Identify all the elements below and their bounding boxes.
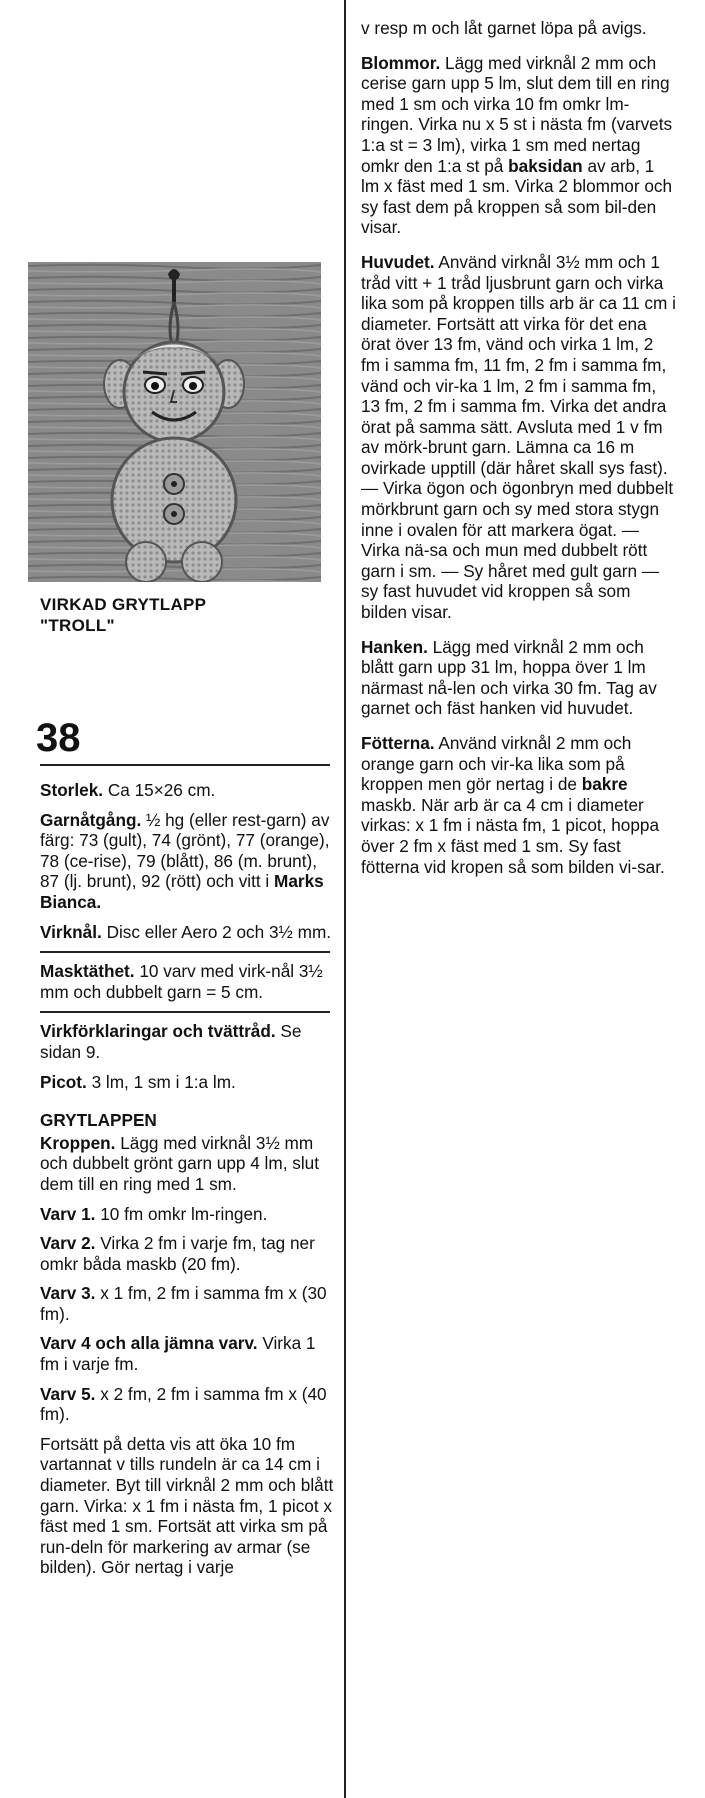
flowers-paragraph	[361, 53, 677, 238]
explanations-text: Se sidan 9.	[40, 1021, 302, 1062]
head-paragraph	[361, 252, 677, 623]
left-column-text	[40, 764, 336, 1587]
continued-paragraph: v resp m och låt garnet löpa på avigs.	[361, 18, 647, 38]
feet-text: Använd virknål 2 mm och orange garn och vir-ka lika som på kroppen men gör nertag i de	[361, 733, 632, 795]
hanger-heading: Hanken.	[361, 636, 428, 657]
picot-heading: Picot.	[40, 1071, 87, 1092]
round-1-text: 10 fm omkr lm-ringen.	[100, 1203, 268, 1224]
wood-background-illustration	[28, 262, 321, 582]
continue-paragraph: Fortsätt på detta vis att öka 10 fm vartannat v tills rundeln är ca 14 cm i diameter. Byt till virknål 2 mm och blått garn. Virka: x 1 fm i nästa fm, 1 picot x fäst med 1 sm. Fortsät att virka sm på run-deln för markering av armar (se bilden). Gör nertag i varje	[40, 1433, 334, 1578]
round-1-paragraph	[40, 1204, 336, 1225]
body-heading: Kroppen.	[40, 1132, 116, 1153]
round-5-text: x 2 fm, 2 fm i samma fm x (40 fm).	[40, 1383, 327, 1425]
body-paragraph	[40, 1133, 336, 1195]
size-paragraph	[40, 780, 336, 801]
round-4-paragraph	[40, 1333, 336, 1374]
flowers-heading: Blommor.	[361, 52, 441, 73]
picot-text: 3 lm, 1 sm i 1:a lm.	[91, 1071, 236, 1092]
round-5-heading: Varv 5.	[40, 1383, 96, 1404]
yarn-paragraph	[40, 810, 336, 913]
round-3-heading: Varv 3.	[40, 1283, 96, 1304]
caption-line-2: "TROLL"	[40, 616, 115, 635]
picot-paragraph	[40, 1072, 336, 1093]
explanations-paragraph	[40, 1021, 336, 1062]
feet-bold: bakre	[581, 774, 628, 795]
size-text: Ca 15×26 cm.	[107, 780, 216, 800]
caption-line-1: VIRKAD GRYTLAPP	[40, 595, 207, 614]
hook-paragraph	[40, 922, 336, 943]
yarn-text: ½ hg (eller rest-garn) av färg: 73 (gult), 74 (grönt), 77 (orange), 78 (ce-rise), 79 (blått), 86 (m. brunt), 87 (lj. brunt), 92 (rött) och vitt i	[40, 809, 330, 892]
head-text: Använd virknål 3½ mm och 1 tråd vitt + 1 tråd ljusbrunt garn och virka lika som på kroppen tills arb är ca 11 cm i diameter. Fortsätt att virka för det ena örat över 13 fm, vänd och virka 1 lm, 2 fm i samma fm, 11 fm, 2 fm i samma fm, vänd och vir-ka 1 lm, 2 fm i samma fm, 13 fm, 2 fm i samma fm. Virka det andra örat på samma sätt. Avsluta med 1 v fm av mörk-brunt garn. Lämna ca 16 m ovirkade upptill (där håret skall sys fast). — Virka ögon och ögonbryn med dubbelt mörkbrunt garn och sy med stora stygn inne i ovalen för att markera ögat. — Virka nä-sa och mun med dubbelt rött garn i sm. — Sy håret med gult garn — sy fast huvudet vid kroppen så som bilden visar.	[361, 251, 676, 623]
explanations-heading: Virkförklaringar och tvättråd.	[40, 1021, 276, 1042]
hook-heading: Virknål.	[40, 921, 102, 942]
round-2-heading: Varv 2.	[40, 1233, 96, 1254]
pattern-number: 38	[36, 716, 81, 760]
hanger-paragraph	[361, 637, 677, 719]
size-heading: Storlek.	[40, 780, 104, 800]
divider	[40, 951, 330, 953]
body-text: Lägg med virknål 3½ mm och dubbelt grönt garn upp 4 lm, slut dem till en ring med 1 sm.	[40, 1132, 319, 1194]
round-3-paragraph	[40, 1283, 336, 1324]
divider	[40, 1011, 330, 1013]
feet-tail: maskb. När arb är ca 4 cm i diameter virkas: x 1 fm i nästa fm, 1 picot, hoppa över 2 fm x fäst med 1 sm. Sy fast fötterna vid kropen så som bilden vi-sar.	[361, 794, 665, 877]
round-2-text: Virka 2 fm i varje fm, tag ner omkr båda maskb (20 fm).	[40, 1233, 315, 1274]
column-divider	[344, 0, 346, 1798]
round-4-text: Virka 1 fm i varje fm.	[40, 1333, 316, 1375]
flowers-text: Lägg med virknål 2 mm och cerise garn upp 5 lm, slut dem till en ring med 1 sm och virka 10 fm omkr lm-ringen. Virka nu x 5 st i nästa fm (varvets 1:a st = 3 lm), virka 1 sm med nertag omkr den 1:a st på	[361, 52, 673, 176]
hanger-text: Lägg med virknål 2 mm och blått garn upp 31 lm, hoppa över 1 lm närmast nå-len och virka 30 fm. Tag av garnet och fäst hanken vid huvudet.	[361, 636, 657, 719]
round-3-text: x 1 fm, 2 fm i samma fm x (30 fm).	[40, 1283, 327, 1324]
gauge-heading: Masktäthet.	[40, 961, 135, 982]
flowers-bold: baksidan	[508, 155, 583, 176]
gauge-text: 10 varv med virk-nål 3½ mm och dubbelt garn = 5 cm.	[40, 961, 323, 1002]
hook-text: Disc eller Aero 2 och 3½ mm.	[106, 921, 332, 942]
head-heading: Huvudet.	[361, 251, 435, 272]
round-5-paragraph	[40, 1384, 336, 1425]
round-1-heading: Varv 1.	[40, 1203, 96, 1224]
feet-heading: Fötterna.	[361, 733, 435, 753]
flowers-tail: av arb, 1 lm x fäst med 1 sm. Virka 2 blommor och sy fast dem på kroppen så som bil-den visar.	[361, 155, 673, 238]
gauge-paragraph	[40, 961, 336, 1002]
right-column-text	[361, 18, 677, 886]
feet-paragraph	[361, 733, 677, 877]
troll-potholder-photo	[28, 262, 321, 582]
round-4-heading: Varv 4 och alla jämna varv.	[40, 1333, 258, 1354]
section-heading-grytlappen: GRYTLAPPEN	[40, 1110, 157, 1131]
yarn-brand: Marks Bianca.	[40, 871, 324, 912]
divider	[40, 764, 330, 766]
round-2-paragraph	[40, 1233, 336, 1274]
yarn-heading: Garnåtgång.	[40, 809, 142, 830]
photo-caption	[40, 594, 340, 636]
